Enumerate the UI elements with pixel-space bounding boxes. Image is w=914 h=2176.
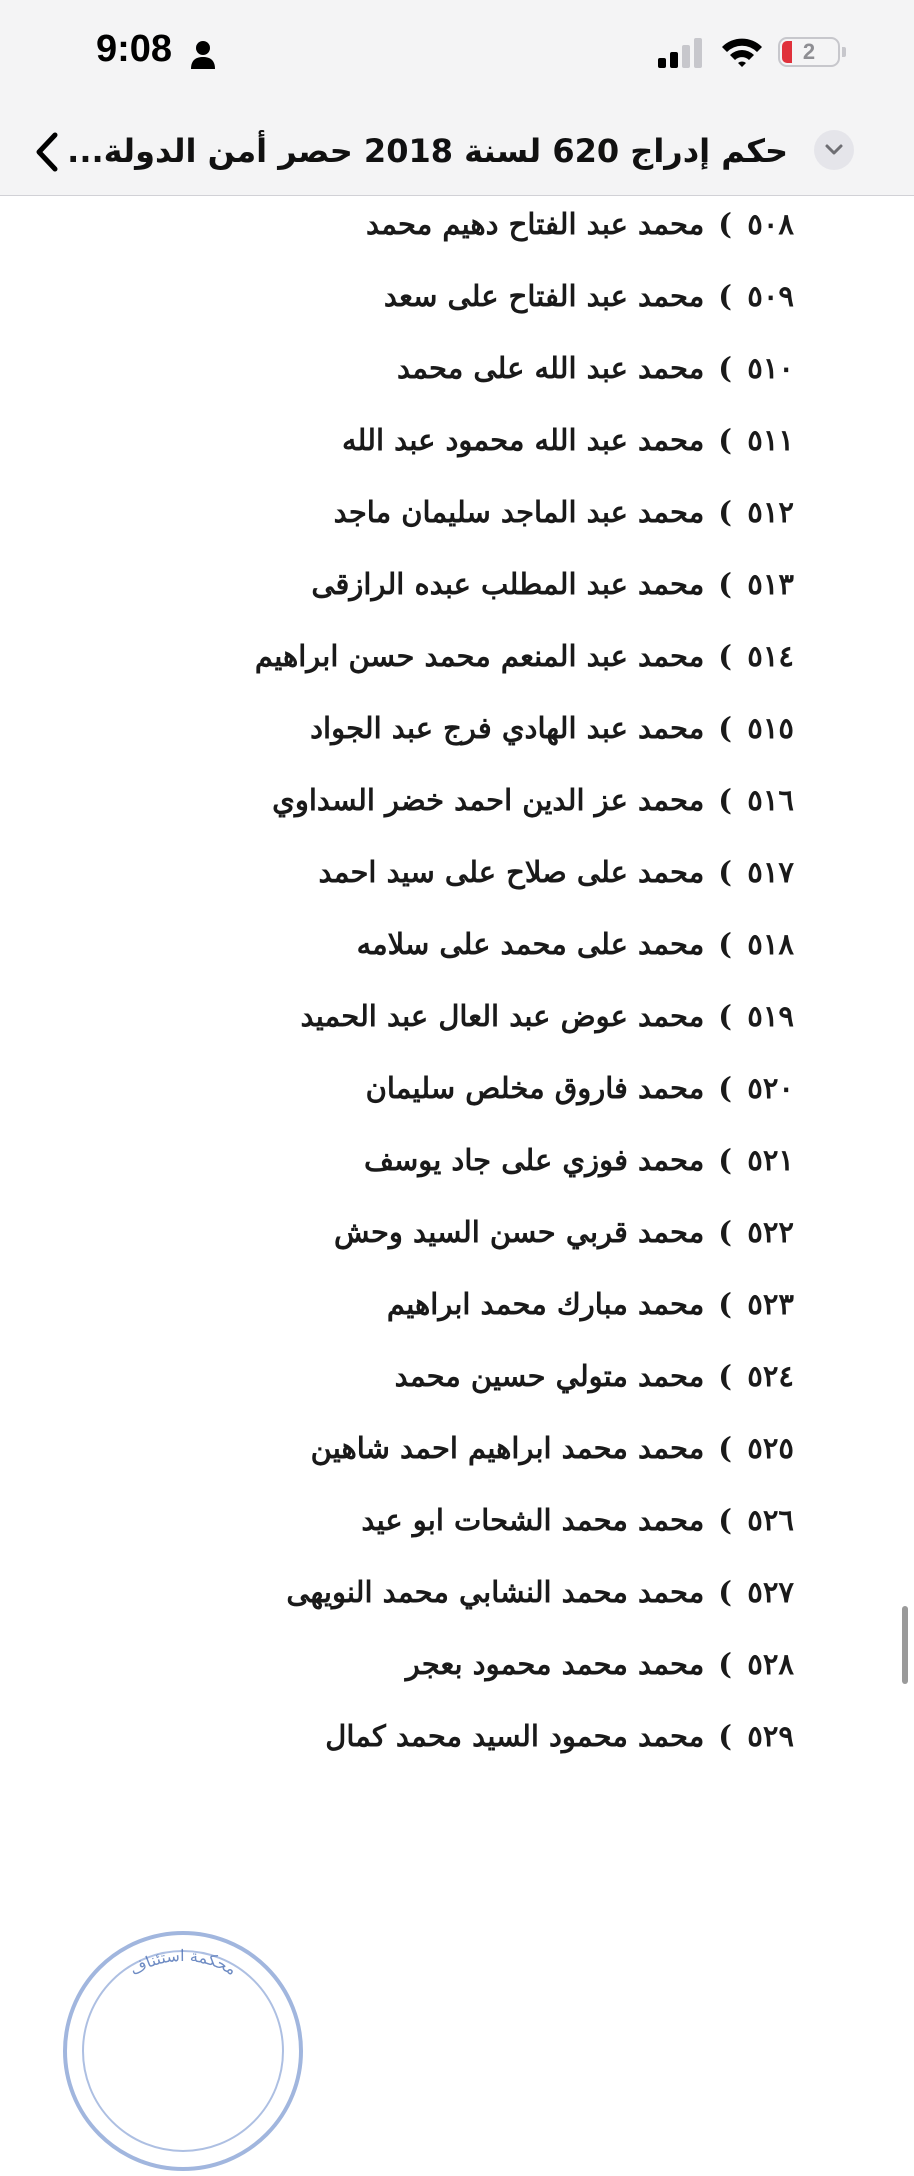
- entry-name: محمد عبد المطلب عبده الرازقى: [311, 567, 705, 601]
- entry-number: ٥١٢: [747, 495, 794, 529]
- entry-paren: ): [718, 1287, 732, 1321]
- battery-tip: [842, 47, 846, 57]
- entry-paren: ): [718, 711, 732, 745]
- back-button[interactable]: [22, 124, 72, 180]
- scrollbar[interactable]: [902, 1606, 908, 1684]
- list-item: [74, 1132, 794, 1188]
- entry-paren: ): [718, 1503, 732, 1537]
- court-stamp: [58, 1926, 308, 2176]
- status-bar: [0, 0, 914, 110]
- entry-paren: ): [718, 1143, 732, 1177]
- entry-name: محمد محمد النشابي محمد النويهى: [286, 1575, 705, 1609]
- entry-paren: ): [718, 207, 732, 241]
- entry-name: محمد قربي حسن السيد وحش: [334, 1215, 705, 1249]
- entry-paren: ): [718, 495, 732, 529]
- list-item: [74, 556, 794, 612]
- list-item: [74, 1276, 794, 1332]
- document-page[interactable]: [0, 196, 914, 1980]
- battery-icon: [778, 37, 840, 67]
- entry-name: محمد عبد المنعم محمد حسن ابراهيم: [254, 639, 705, 673]
- chevron-left-icon: [34, 131, 60, 173]
- entry-paren: ): [718, 855, 732, 889]
- entry-number: ٥٢٤: [747, 1359, 794, 1393]
- entry-number: ٥٢٠: [747, 1071, 794, 1105]
- list-item: [74, 1636, 794, 1692]
- list-item: [74, 1060, 794, 1116]
- document-title[interactable]: حكم إدراج 620 لسنة 2018 حصر أمن الدولة...: [67, 132, 788, 170]
- list-item: [74, 844, 794, 900]
- person-icon: [190, 40, 216, 70]
- entry-number: ٥٢٧: [747, 1575, 794, 1609]
- entry-number: ٥١١: [747, 423, 794, 457]
- entry-number: ٥٢٣: [747, 1287, 794, 1321]
- entry-paren: ): [718, 279, 732, 313]
- entry-name: محمد عبد الفتاح دهيم محمد: [365, 207, 705, 241]
- list-item: [74, 196, 794, 252]
- list-item: [74, 988, 794, 1044]
- entry-number: ٥١٥: [747, 711, 794, 745]
- entry-name: محمد عبد الماجد سليمان ماجد: [333, 495, 705, 529]
- list-item: [74, 628, 794, 684]
- chevron-down-icon: [825, 144, 843, 156]
- entry-number: ٥٢٦: [747, 1503, 794, 1537]
- entry-paren: ): [718, 351, 732, 385]
- entry-name: محمد على محمد على سلامه: [356, 927, 705, 961]
- entry-name: محمد مبارك محمد ابراهيم: [386, 1287, 705, 1321]
- list-item: [74, 772, 794, 828]
- entry-number: ٥٢٢: [747, 1215, 794, 1249]
- list-item: [74, 1564, 794, 1620]
- wifi-icon: [720, 36, 764, 68]
- entry-paren: ): [718, 567, 732, 601]
- entry-paren: ): [718, 1431, 732, 1465]
- signal-icon: [658, 38, 706, 68]
- entry-name: محمد على صلاح على سيد احمد: [318, 855, 705, 889]
- entry-name: محمد عبد الله محمود عبد الله: [341, 423, 705, 457]
- entry-name: محمد عوض عبد العال عبد الحميد: [300, 999, 705, 1033]
- entry-name: محمد فوزي على جاد يوسف: [363, 1143, 705, 1177]
- list-item: [74, 340, 794, 396]
- entry-number: ٥١٨: [747, 927, 794, 961]
- entry-number: ٥١٠: [747, 351, 794, 385]
- entry-number: ٥١٦: [747, 783, 794, 817]
- entry-name: محمد عبد الهادي فرج عبد الجواد: [310, 711, 705, 745]
- list-item: [74, 1492, 794, 1548]
- entry-name: محمد عبد الله على محمد: [397, 351, 705, 385]
- list-item: [74, 916, 794, 972]
- stamp-text: محكمة استئناف: [126, 1945, 241, 1980]
- entry-name: محمد محمد الشحات ابو عيد: [361, 1503, 705, 1537]
- list-item: [74, 1708, 794, 1764]
- list-item: [74, 412, 794, 468]
- entry-paren: ): [718, 1359, 732, 1393]
- entry-name: محمد محمود السيد محمد كمال: [325, 1719, 705, 1753]
- entry-name: محمد محمد ابراهيم احمد شاهين: [310, 1431, 705, 1465]
- list-item: [74, 484, 794, 540]
- entry-paren: ): [718, 1647, 732, 1681]
- entry-name: محمد فاروق مخلص سليمان: [365, 1071, 705, 1105]
- entry-name: محمد متولي حسين محمد: [394, 1359, 705, 1393]
- entry-paren: ): [718, 999, 732, 1033]
- entry-paren: ): [718, 1719, 732, 1753]
- title-menu-button[interactable]: [814, 130, 854, 170]
- entry-number: ٥١٧: [747, 855, 794, 889]
- list-item: [74, 268, 794, 324]
- status-time: 9:08: [96, 28, 173, 70]
- entry-name: محمد عز الدين احمد خضر السداوي: [272, 783, 705, 817]
- list-item: [74, 1348, 794, 1404]
- entry-number: ٥٢٨: [747, 1647, 794, 1681]
- entry-paren: ): [718, 1575, 732, 1609]
- entry-paren: ): [718, 783, 732, 817]
- entry-name: محمد محمد محمود بعجر: [405, 1647, 705, 1681]
- entry-number: ٥٠٨: [747, 207, 794, 241]
- entry-paren: ): [718, 1071, 732, 1105]
- entry-paren: ): [718, 639, 732, 673]
- entry-number: ٥٢٩: [747, 1719, 794, 1753]
- entry-name: محمد عبد الفتاح على سعد: [383, 279, 705, 313]
- nav-bar: [0, 110, 914, 196]
- entry-number: ٥١٩: [747, 999, 794, 1033]
- battery-level: 2: [802, 39, 816, 64]
- entry-number: ٥٠٩: [747, 279, 794, 313]
- entry-paren: ): [718, 1215, 732, 1249]
- list-item: [74, 700, 794, 756]
- entry-number: ٥٢٥: [747, 1431, 794, 1465]
- list-item: [74, 1420, 794, 1476]
- entry-paren: ): [718, 423, 732, 457]
- list-item: [74, 1204, 794, 1260]
- entry-number: ٥٢١: [747, 1143, 794, 1177]
- entry-number: ٥١٣: [747, 567, 794, 601]
- entry-paren: ): [718, 927, 732, 961]
- entry-number: ٥١٤: [747, 639, 794, 673]
